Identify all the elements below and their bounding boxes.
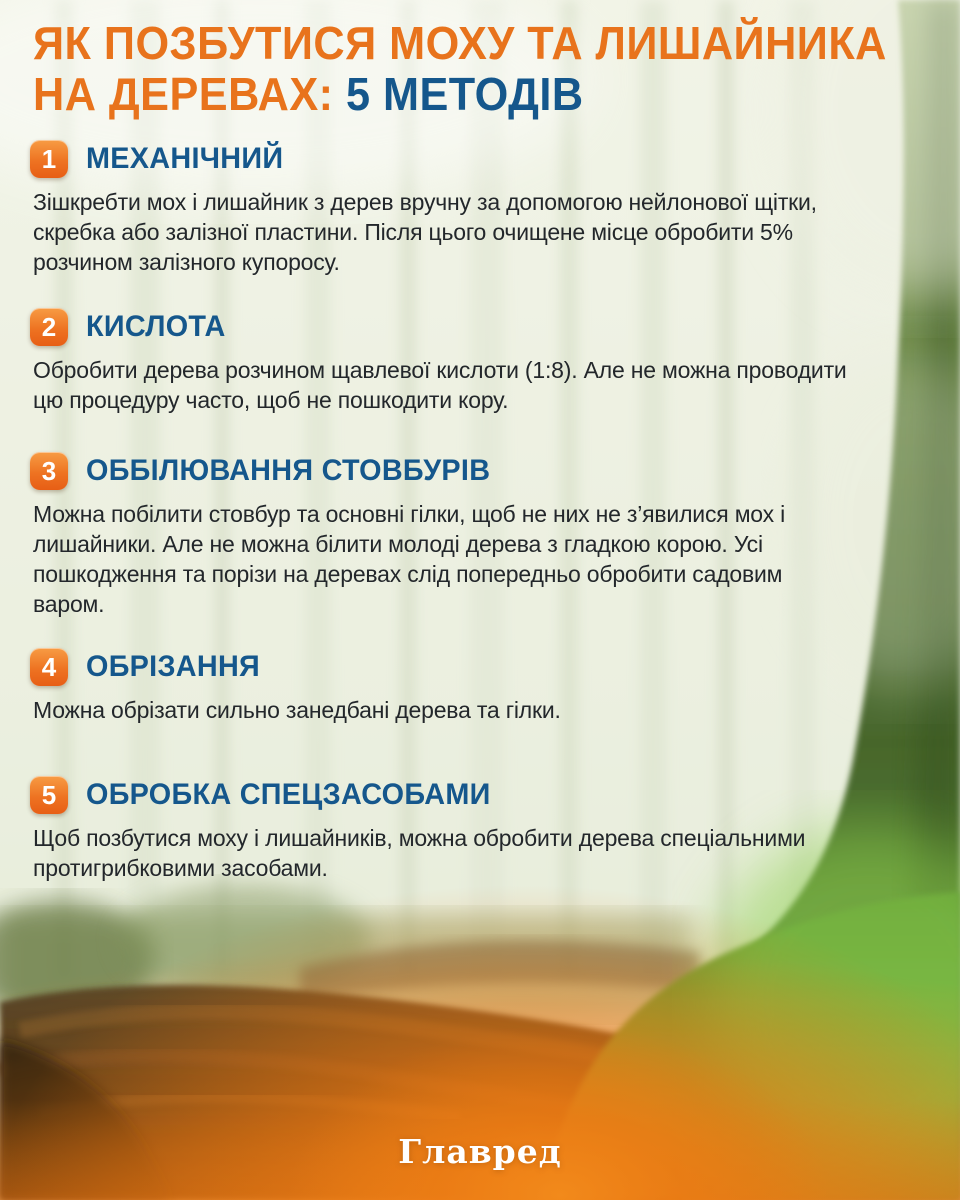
method-section-5 bbox=[30, 776, 860, 883]
method-header bbox=[30, 776, 860, 814]
method-header bbox=[30, 648, 860, 686]
title-line2-orange: НА ДЕРЕВАХ: bbox=[33, 68, 334, 120]
method-number-badge: 1 bbox=[30, 140, 68, 178]
method-header bbox=[30, 452, 860, 490]
method-section-4 bbox=[30, 648, 860, 725]
method-header bbox=[30, 140, 860, 178]
title-line2-blue: 5 МЕТОДІВ bbox=[345, 68, 584, 120]
method-text: Щоб позбутися моху і лишайників, можна обробити дерева спеціальними протигрибковими засобами. bbox=[33, 825, 806, 881]
method-number-badge: 3 bbox=[30, 452, 68, 490]
method-section-3 bbox=[30, 452, 860, 619]
method-header bbox=[30, 308, 860, 346]
method-text: Зішкребти мох і лишайник з дерев вручну за допомогою нейлонової щітки, скребка або залізної пластини. Після цього очищене місце обробити 5% розчином залізного купоросу. bbox=[33, 189, 817, 275]
method-heading: МЕХАНІЧНИЙ bbox=[86, 142, 284, 175]
page-title bbox=[33, 17, 887, 120]
title-line1: ЯК ПОЗБУТИСЯ МОХУ ТА ЛИШАЙНИКА bbox=[33, 17, 887, 69]
method-heading: ОБРОБКА СПЕЦЗАСОБАМИ bbox=[86, 778, 491, 811]
method-heading: КИСЛОТА bbox=[86, 310, 226, 343]
brand-logo: Главред bbox=[398, 1132, 562, 1171]
method-text: Можна обрізати сильно занедбані дерева та гілки. bbox=[33, 697, 561, 723]
method-heading: ОБРІЗАННЯ bbox=[86, 650, 261, 683]
method-number-badge: 2 bbox=[30, 308, 68, 346]
method-text: Обробити дерева розчином щавлевої кислоти (1:8). Але не можна проводити цю процедуру часто, щоб не пошкодити кору. bbox=[33, 357, 847, 413]
method-heading: ОББІЛЮВАННЯ СТОВБУРІВ bbox=[86, 454, 491, 487]
method-number-badge: 5 bbox=[30, 776, 68, 814]
method-section-1 bbox=[30, 140, 860, 277]
method-text: Можна побілити стовбур та основні гілки, щоб не них не з’явилися мох і лишайники. Але не можна білити молоді дерева з гладкою корою. Усі пошкодження та порізи на деревах слід попередньо обробити садовим варом. bbox=[33, 501, 786, 617]
method-number-badge: 4 bbox=[30, 648, 68, 686]
method-section-2 bbox=[30, 308, 860, 415]
